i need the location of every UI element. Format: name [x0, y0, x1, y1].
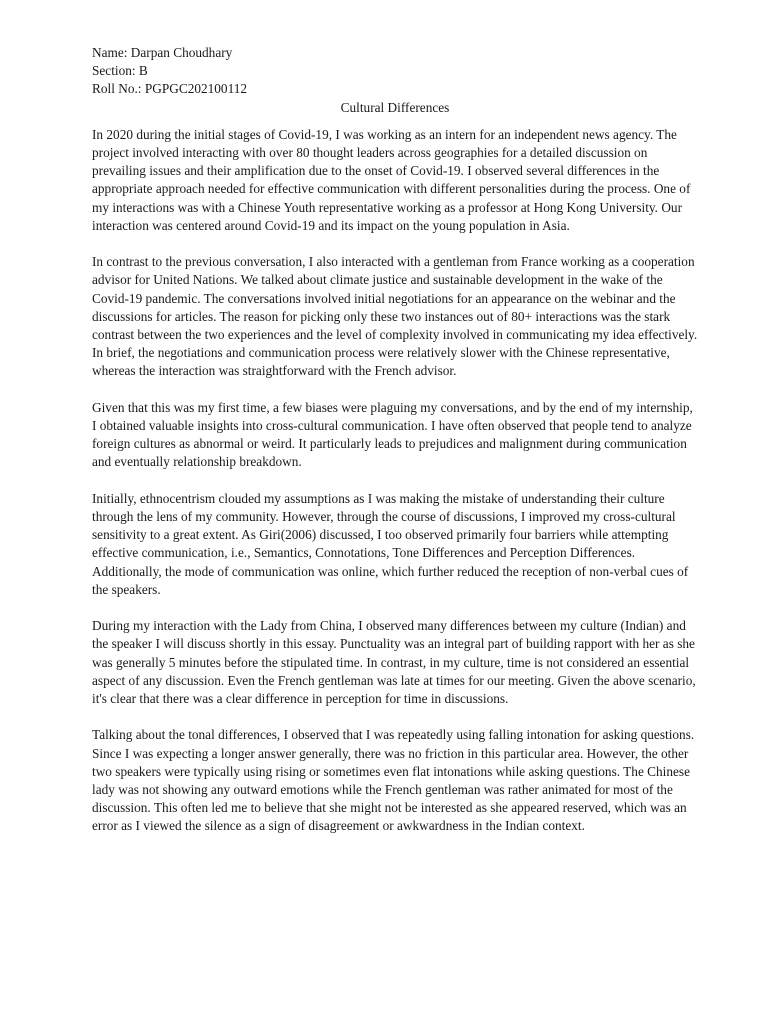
author-roll-number: Roll No.: PGPGC202100112 — [92, 81, 248, 97]
author-section: Section: B — [92, 63, 148, 79]
document-title: Cultural Differences — [340, 99, 450, 115]
paragraph: In contrast to the previous conversation, I also interacted with a gentleman from France working as a cooperation advisor for United Nations. We talked about climate justice and sustainable development in the wake of the Covid-19 pandemic. The conversations involved initial negotiations for an appearance on the webinar and the discussions for articles. The reason for picking only these two instances out of 80+ interactions was the stark contrast between the two experiences and the level of complexity involved in communicating my idea effectively. In brief, the negotiations and communication process were relatively slower with the Chinese representative, whereas the interaction was straightforward with the French advisor. — [92, 254, 698, 379]
paragraph: In 2020 during the initial stages of Covid-19, I was working as an intern for an independent news agency. The project involved interacting with over 80 thought leaders across geographies for a detailed discussion on prevailing issues and their amplification due to the onset of Covid-19. I observed several differences in the appropriate approach needed for effective communication with different personalities during the process. One of my interactions was with a Chinese Youth representative working as a professor at Hong Kong University. Our interaction was centered around Covid-19 and its impact on the young population in Asia. — [92, 126, 691, 233]
paragraph: Given that this was my first time, a few biases were plaguing my conversations, and by the end of my internship, I obtained valuable insights into cross-cultural communication. I have often observed that people tend to analyze foreign cultures as abnormal or weird. It particularly leads to prejudices and malignment during communication and eventually relationship breakdown. — [92, 399, 693, 470]
paragraph: During my interaction with the Lady from China, I observed many differences between my culture (Indian) and the speaker I will discuss shortly in this essay. Punctuality was an integral part of building rapport with her as she was generally 5 minutes before the stipulated time. In contrast, in my culture, time is not considered an essential aspect of any discussion. Even the French gentleman was late at times for our meeting. Given the above scenario, it's clear that there was a clear difference in perception for time in discussions. — [92, 618, 696, 707]
author-name: Name: Darpan Choudhary — [92, 45, 233, 60]
paragraph: Initially, ethnocentrism clouded my assumptions as I was making the mistake of understanding their culture through the lens of my community. However, through the course of discussions, I improved my cross-cultural sensitivity to a great extent. As Giri(2006) discussed, I too observed primarily four barriers while attempting effective communication, i.e., Semantics, Connotations, Tone Differences and Perception Differences. Additionally, the mode of communication was online, which further reduced the reception of non-verbal cues of the speakers. — [92, 490, 689, 597]
document-body — [92, 44, 698, 854]
paragraph: Talking about the tonal differences, I observed that I was repeatedly using falling intonation for asking questions. Since I was expecting a longer answer generally, there was no friction in this particular area. However, the other two speakers were typically using rising or sometimes even flat intonations while asking questions. The Chinese lady was not showing any outward emotions while the French gentleman was rather animated for most of the discussion. This often led me to believe that she might not be interested as she appeared reserved, which was an error as I viewed the silence as a sign of disagreement or awkwardness in the Indian context. — [92, 727, 695, 834]
